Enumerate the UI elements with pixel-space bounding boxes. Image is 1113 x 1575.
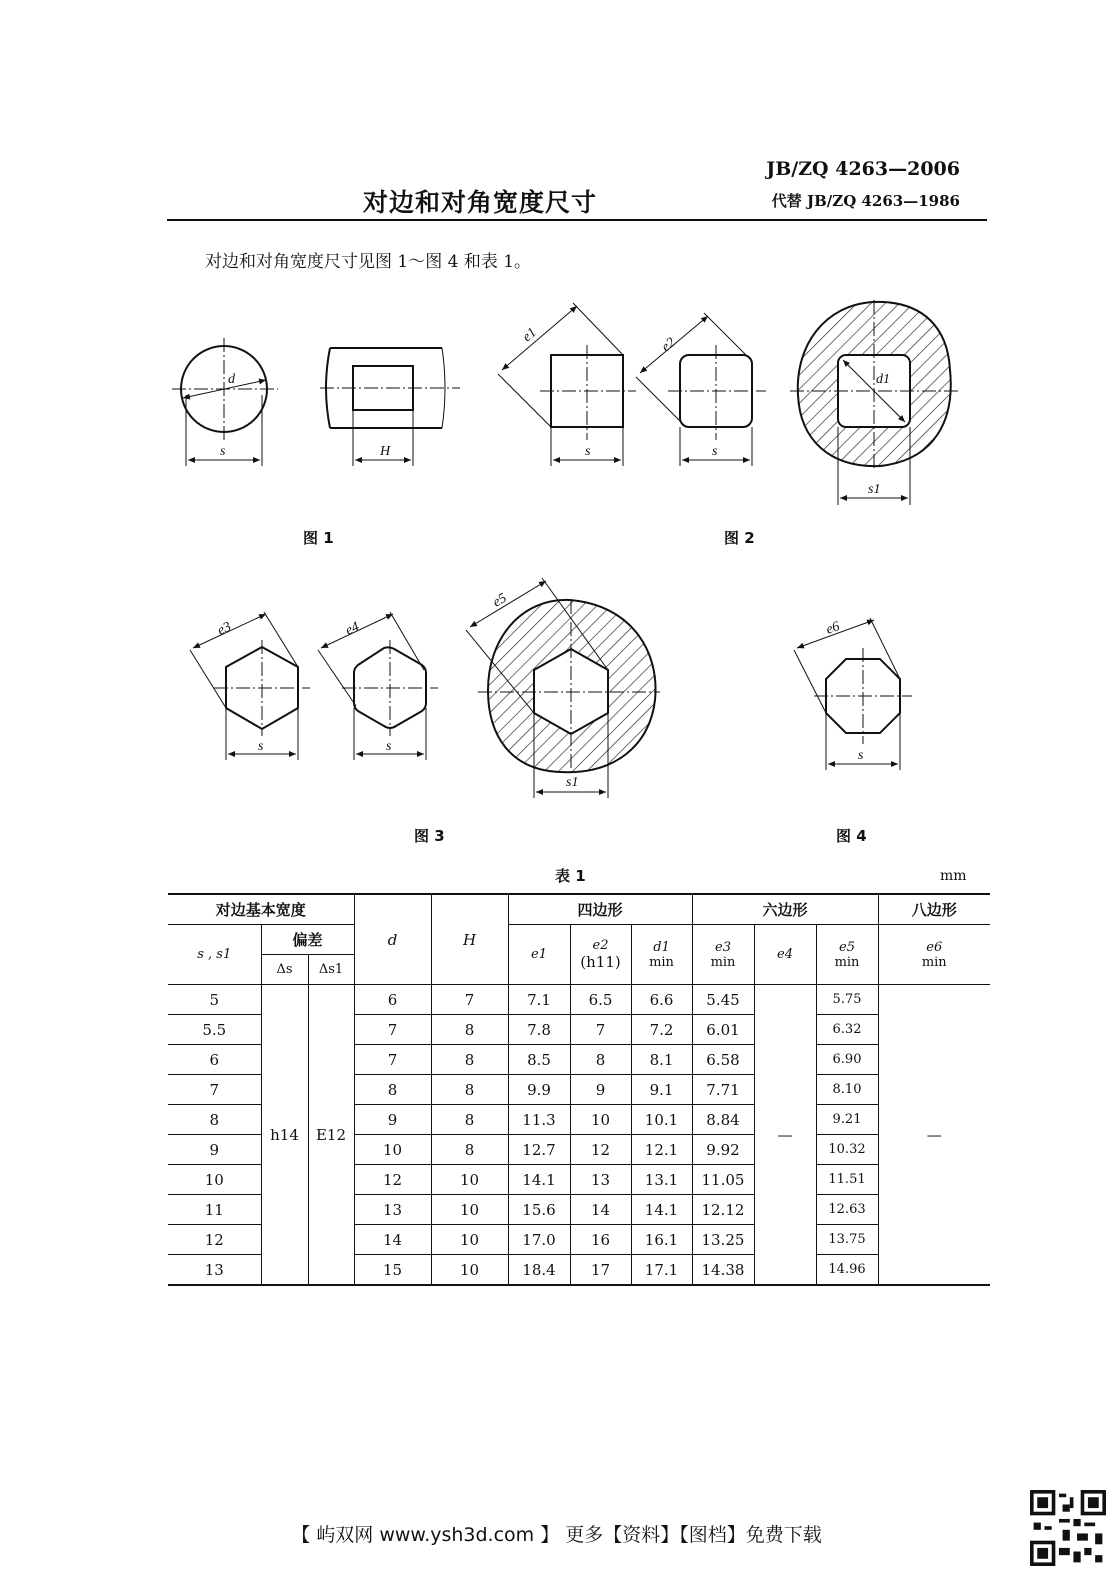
cell-e5: 9.21 xyxy=(816,1105,878,1135)
cell-e1: 18.4 xyxy=(508,1255,570,1286)
figure-4-label: 图 4 xyxy=(836,827,867,845)
intro-text: 对边和对角宽度尺寸见图 1～图 4 和表 1。 xyxy=(205,252,532,272)
cell-e3: 11.05 xyxy=(692,1165,754,1195)
cell-e1: 7.1 xyxy=(508,985,570,1015)
cell-e5: 13.75 xyxy=(816,1225,878,1255)
cell-d: 13 xyxy=(354,1195,431,1225)
label-s: s xyxy=(386,739,392,754)
cell-d: 12 xyxy=(354,1165,431,1195)
replaces-standard: 代替 JB/ZQ 4263—1986 xyxy=(771,192,960,210)
label-e4: e4 xyxy=(343,619,362,639)
cell-e2: 12 xyxy=(570,1135,631,1165)
label-d1: d1 xyxy=(876,372,890,387)
label-s: s xyxy=(220,444,226,459)
header-e3: e3 xyxy=(715,939,731,955)
cell-H: 8 xyxy=(431,1045,508,1075)
header-e4: e4 xyxy=(754,925,816,985)
cell-H: 10 xyxy=(431,1195,508,1225)
cell-s: 7 xyxy=(168,1075,261,1105)
cell-e5: 10.32 xyxy=(816,1135,878,1165)
cell-s: 11 xyxy=(168,1195,261,1225)
cell-d: 7 xyxy=(354,1015,431,1045)
cell-e1: 11.3 xyxy=(508,1105,570,1135)
header-base-width: 对边基本宽度 xyxy=(168,894,354,925)
cell-e1: 17.0 xyxy=(508,1225,570,1255)
header-e6: e6 xyxy=(926,939,943,955)
cell-e1: 8.5 xyxy=(508,1045,570,1075)
cell-e3: 8.84 xyxy=(692,1105,754,1135)
header-e5-sub: min xyxy=(834,954,860,970)
cell-e3: 6.58 xyxy=(692,1045,754,1075)
cell-d1: 14.1 xyxy=(631,1195,692,1225)
header-e5: e5 xyxy=(839,939,855,955)
cell-delta-s1: E12 xyxy=(308,985,354,1286)
label-H: H xyxy=(380,444,391,459)
cell-e1: 14.1 xyxy=(508,1165,570,1195)
table-unit: mm xyxy=(940,868,967,884)
label-e1: e1 xyxy=(519,325,540,346)
cell-s: 13 xyxy=(168,1255,261,1286)
label-s: s xyxy=(712,444,718,459)
cell-e2: 13 xyxy=(570,1165,631,1195)
figure-2-label: 图 2 xyxy=(724,529,755,547)
header-H: H xyxy=(431,894,508,985)
label-s: s xyxy=(858,748,864,763)
cell-e2: 16 xyxy=(570,1225,631,1255)
fig3-hexagon-drawing xyxy=(190,612,310,760)
cell-H: 8 xyxy=(431,1015,508,1045)
header-s-s1: s , s1 xyxy=(168,925,261,985)
cell-s: 5.5 xyxy=(168,1015,261,1045)
cell-e5: 11.51 xyxy=(816,1165,878,1195)
cell-e3: 7.71 xyxy=(692,1075,754,1105)
cell-d: 14 xyxy=(354,1225,431,1255)
cell-d: 8 xyxy=(354,1075,431,1105)
cell-e5: 12.63 xyxy=(816,1195,878,1225)
fig3-hexagon-hole-drawing xyxy=(466,578,660,798)
cell-s: 5 xyxy=(168,985,261,1015)
cell-H: 8 xyxy=(431,1105,508,1135)
cell-d: 10 xyxy=(354,1135,431,1165)
header-d1-cell xyxy=(631,925,692,985)
cell-H: 10 xyxy=(431,1255,508,1286)
cell-delta-s: h14 xyxy=(261,985,308,1286)
header-octagon: 八边形 xyxy=(878,894,990,925)
header-d1: d1 xyxy=(653,939,670,955)
label-e5: e5 xyxy=(490,590,510,611)
label-s: s xyxy=(258,739,264,754)
cell-d1: 17.1 xyxy=(631,1255,692,1286)
header-delta-s1: Δs1 xyxy=(308,955,354,985)
cell-H: 7 xyxy=(431,985,508,1015)
dimension-table xyxy=(168,893,990,1286)
cell-d: 9 xyxy=(354,1105,431,1135)
header-d: d xyxy=(354,894,431,985)
cell-d: 6 xyxy=(354,985,431,1015)
label-s1: s1 xyxy=(566,775,579,790)
cell-H: 8 xyxy=(431,1075,508,1105)
cell-d1: 16.1 xyxy=(631,1225,692,1255)
cell-e2: 9 xyxy=(570,1075,631,1105)
figure-1-label: 图 1 xyxy=(303,529,334,547)
cell-H: 10 xyxy=(431,1225,508,1255)
cell-s: 8 xyxy=(168,1105,261,1135)
cell-e3: 6.01 xyxy=(692,1015,754,1045)
cell-e5: 6.90 xyxy=(816,1045,878,1075)
fig4-octagon-drawing xyxy=(794,618,912,770)
cell-e2: 17 xyxy=(570,1255,631,1286)
cell-e5: 6.32 xyxy=(816,1015,878,1045)
label-s: s xyxy=(585,444,591,459)
cell-e3: 13.25 xyxy=(692,1225,754,1255)
header-hexagon: 六边形 xyxy=(692,894,878,925)
figure-3-label: 图 3 xyxy=(414,827,445,845)
cell-d1: 13.1 xyxy=(631,1165,692,1195)
label-d: d xyxy=(228,372,235,387)
cell-H: 10 xyxy=(431,1165,508,1195)
cell-H: 8 xyxy=(431,1135,508,1165)
label-e6: e6 xyxy=(824,619,842,638)
cell-d1: 6.6 xyxy=(631,985,692,1015)
header-deviation: 偏差 xyxy=(261,925,354,955)
cell-s: 10 xyxy=(168,1165,261,1195)
cell-e5: 8.10 xyxy=(816,1075,878,1105)
cell-d1: 10.1 xyxy=(631,1105,692,1135)
table-row xyxy=(168,985,990,1015)
header-e6-cell xyxy=(878,925,990,985)
header-e6-sub: min xyxy=(921,954,947,970)
fig2-square-drawing xyxy=(498,303,636,466)
cell-e3: 12.12 xyxy=(692,1195,754,1225)
cell-e1: 9.9 xyxy=(508,1075,570,1105)
cell-e2: 8 xyxy=(570,1045,631,1075)
cell-s: 9 xyxy=(168,1135,261,1165)
page-title: 对边和对角宽度尺寸 xyxy=(362,188,597,217)
cell-d1: 12.1 xyxy=(631,1135,692,1165)
cell-d: 7 xyxy=(354,1045,431,1075)
cell-e1: 15.6 xyxy=(508,1195,570,1225)
header-e2-sub: (h11) xyxy=(580,953,621,971)
cell-e3: 9.92 xyxy=(692,1135,754,1165)
header-e2-cell xyxy=(570,925,631,985)
header-e5-cell xyxy=(816,925,878,985)
fig3-rounded-hexagon-drawing xyxy=(318,612,438,760)
label-e2: e2 xyxy=(658,335,679,356)
header-square: 四边形 xyxy=(508,894,692,925)
cell-e5: 5.75 xyxy=(816,985,878,1015)
fig2-rounded-square-drawing xyxy=(636,313,766,466)
table-body xyxy=(168,985,990,1286)
header-e1: e1 xyxy=(508,925,570,985)
header-delta-s: Δs xyxy=(261,955,308,985)
cell-e4: — xyxy=(754,985,816,1286)
cell-s: 6 xyxy=(168,1045,261,1075)
cell-e2: 14 xyxy=(570,1195,631,1225)
cell-d1: 9.1 xyxy=(631,1075,692,1105)
table-caption: 表 1 xyxy=(555,867,586,885)
header-e3-sub: min xyxy=(710,954,736,970)
footer-text: 【 屿双网 www.ysh3d.com 】 更多【资料】【图档】免费下载 xyxy=(291,1524,822,1546)
header-e3-cell xyxy=(692,925,754,985)
cell-e2: 6.5 xyxy=(570,985,631,1015)
cell-d1: 8.1 xyxy=(631,1045,692,1075)
cell-e1: 12.7 xyxy=(508,1135,570,1165)
standard-number: JB/ZQ 4263—2006 xyxy=(766,158,960,180)
cell-d: 15 xyxy=(354,1255,431,1286)
header-e2: e2 xyxy=(592,938,609,953)
cell-s: 12 xyxy=(168,1225,261,1255)
cell-e1: 7.8 xyxy=(508,1015,570,1045)
header-d1-sub: min xyxy=(649,954,674,970)
label-e3: e3 xyxy=(215,619,234,639)
label-s1: s1 xyxy=(868,482,881,497)
cell-e2: 7 xyxy=(570,1015,631,1045)
cell-d1: 7.2 xyxy=(631,1015,692,1045)
cell-e5: 14.96 xyxy=(816,1255,878,1286)
cell-e3: 14.38 xyxy=(692,1255,754,1286)
cell-e6: — xyxy=(878,985,990,1286)
fig2-square-hole-drawing xyxy=(790,300,960,505)
qr-code-icon xyxy=(1030,1490,1106,1566)
cell-e2: 10 xyxy=(570,1105,631,1135)
cell-e3: 5.45 xyxy=(692,985,754,1015)
